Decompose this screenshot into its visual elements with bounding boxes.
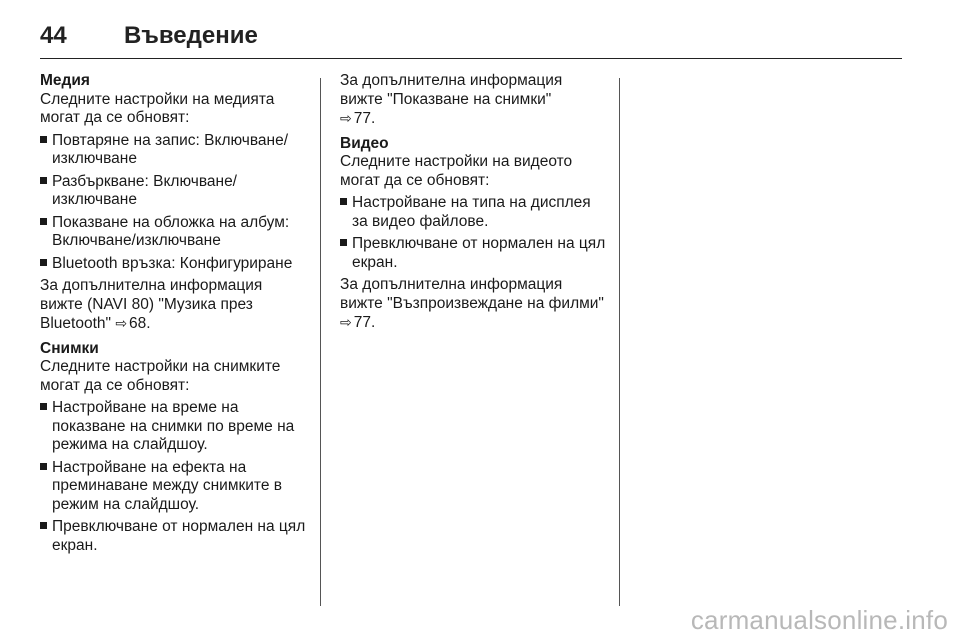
media-bullet-list [40,132,308,274]
reference-page-link[interactable]: 68. [129,315,151,332]
pictures-bullet-list [40,399,308,555]
square-bullet-icon [40,463,47,470]
list-item: Показване на обложка на албум: Включване/изключване [40,214,308,251]
list-item: Настройване на ефекта на преминаване между снимките в режим на слайдшоу. [40,459,308,515]
square-bullet-icon [340,239,347,246]
site-watermark: carmanualsonline.info [690,605,948,635]
page-reference-arrow-icon: ⇨ [115,315,128,331]
square-bullet-icon [40,403,47,410]
square-bullet-icon [340,198,347,205]
page-reference-arrow-icon: ⇨ [340,110,352,126]
pictures-reference: За допълнителна информация вижте "Показване на снимки" ⇨ 77. [340,72,563,127]
list-item: Разбъркване: Включване/ изключване [40,173,308,210]
page-reference-arrow-icon: ⇨ [340,314,352,330]
media-reference: За допълнителна информация вижте (NAVI 80) "Музика през Bluetooth" ⇨ 68. [40,277,263,332]
media-heading: Медия [40,72,90,89]
video-bullet-list [340,194,608,272]
list-item: Превключване от нормален на цял екран. [40,518,308,555]
square-bullet-icon [40,136,47,143]
column-divider [320,78,321,606]
media-intro: Следните настройки на медията могат да се обновят: [40,90,275,126]
media-section [40,72,308,334]
list-item: Настройване на типа на дисплея за видео файлове. [340,194,608,231]
page-number: 44 [40,22,67,49]
list-item: Настройване на време на показване на снимки по време на режима на слайдшоу. [40,399,308,455]
video-intro: Следните настройки на видеото могат да се обновят: [340,153,573,189]
square-bullet-icon [40,259,47,266]
list-item: Bluetooth връзка: Конфигуриране [40,255,308,274]
list-item: Повтаряне на запис: Включване/ изключване [40,132,308,169]
square-bullet-icon [40,177,47,184]
list-item: Превключване от нормален на цял екран. [340,235,608,272]
reference-page-link[interactable]: 77. [353,314,376,331]
reference-page-link[interactable]: 77. [353,110,376,127]
square-bullet-icon [40,522,47,529]
left-column [40,72,308,559]
column-divider [619,78,620,606]
square-bullet-icon [40,218,47,225]
right-column [340,72,608,333]
pictures-intro: Следните настройки на снимките могат да се обновят: [40,358,281,394]
video-reference: За допълнителна информация вижте "Възпроизвеждане на филми" ⇨ 77. [340,276,604,331]
video-section [340,135,608,333]
pictures-section [40,340,308,556]
pictures-heading: Снимки [40,339,99,357]
video-heading: Видео [340,134,389,152]
page-title: Въведение [124,22,258,49]
page-header [40,14,902,59]
